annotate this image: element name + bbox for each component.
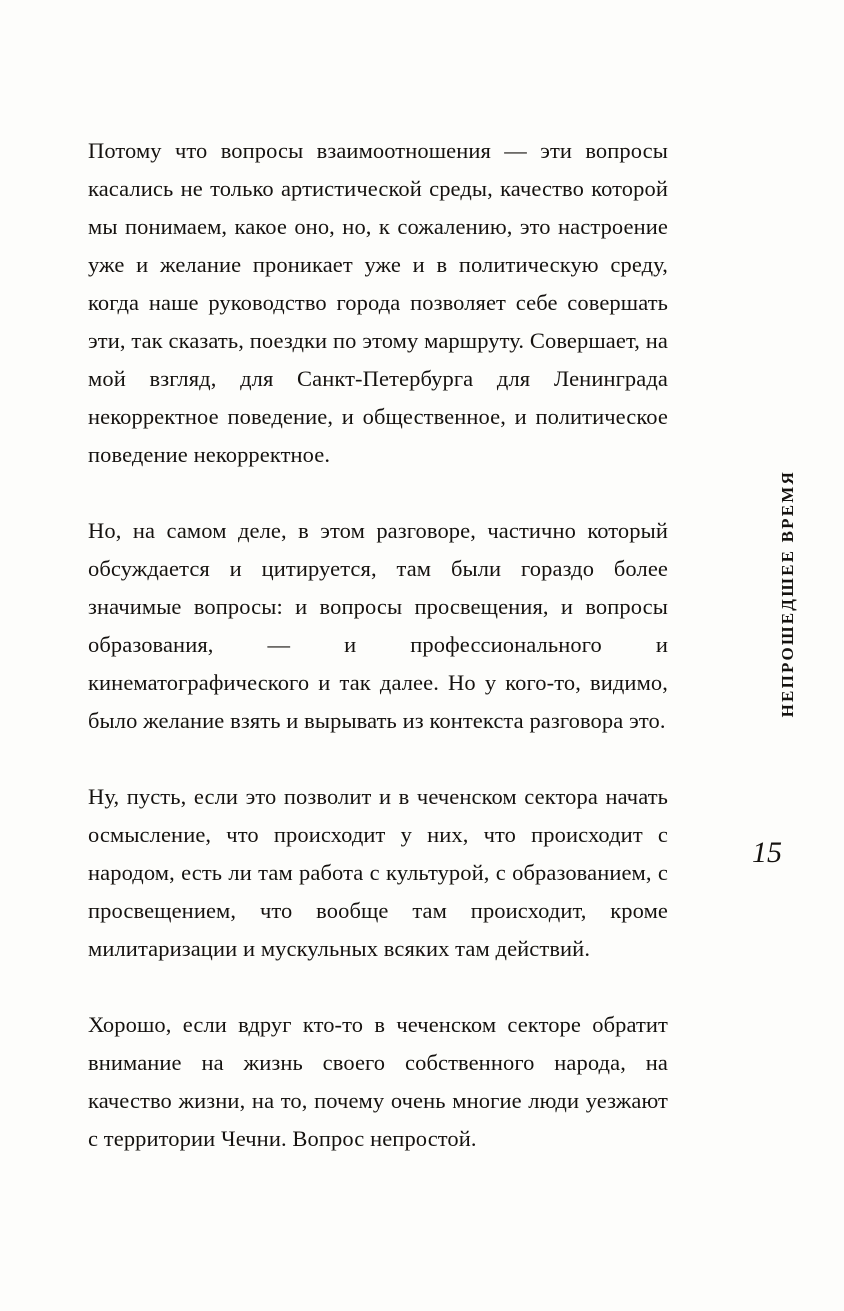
page-number: 15 [752, 836, 782, 869]
paragraph: Но, на самом деле, в этом разговоре, частично который обсуждается и цитируется, там были гораздо более значимые вопросы: и вопросы просвещения, и вопросы образования, — и профессионального и кинематографического и так далее. Но у кого-то, видимо, было желание взять и вырывать из контекста разговора это. [88, 518, 668, 733]
body-text-column [88, 132, 668, 1158]
paragraph: Хорошо, если вдруг кто-то в чеченском секторе обратит внимание на жизнь своего собственного народа, на качество жизни, на то, почему очень многие люди уезжают с территории Чечни. Вопрос непростой. [88, 1012, 668, 1151]
paragraph: Ну, пусть, если это позволит и в чеченском сектора начать осмысление, что происходит у них, что происходит с народом, есть ли там работа с культурой, с образованием, с просвещением, что вообще там происходит, кроме милитаризации и мускульных всяких там действий. [88, 784, 668, 961]
paragraph: Потому что вопросы взаимоотношения — эти вопросы касались не только артистической среды, качество которой мы понимаем, какое оно, но, к сожалению, это настроение уже и желание проникает уже и в политическую среду, когда наше руководство города позволяет себе совершать эти, так сказать, поездки по этому маршруту. Совершает, на мой взгляд, для Санкт-Петербурга для Ленинграда некорректное поведение, и общественное, и политическое поведение некорректное. [88, 138, 668, 467]
running-head: НЕПРОШЕДШЕЕ ВРЕМЯ [778, 470, 797, 718]
